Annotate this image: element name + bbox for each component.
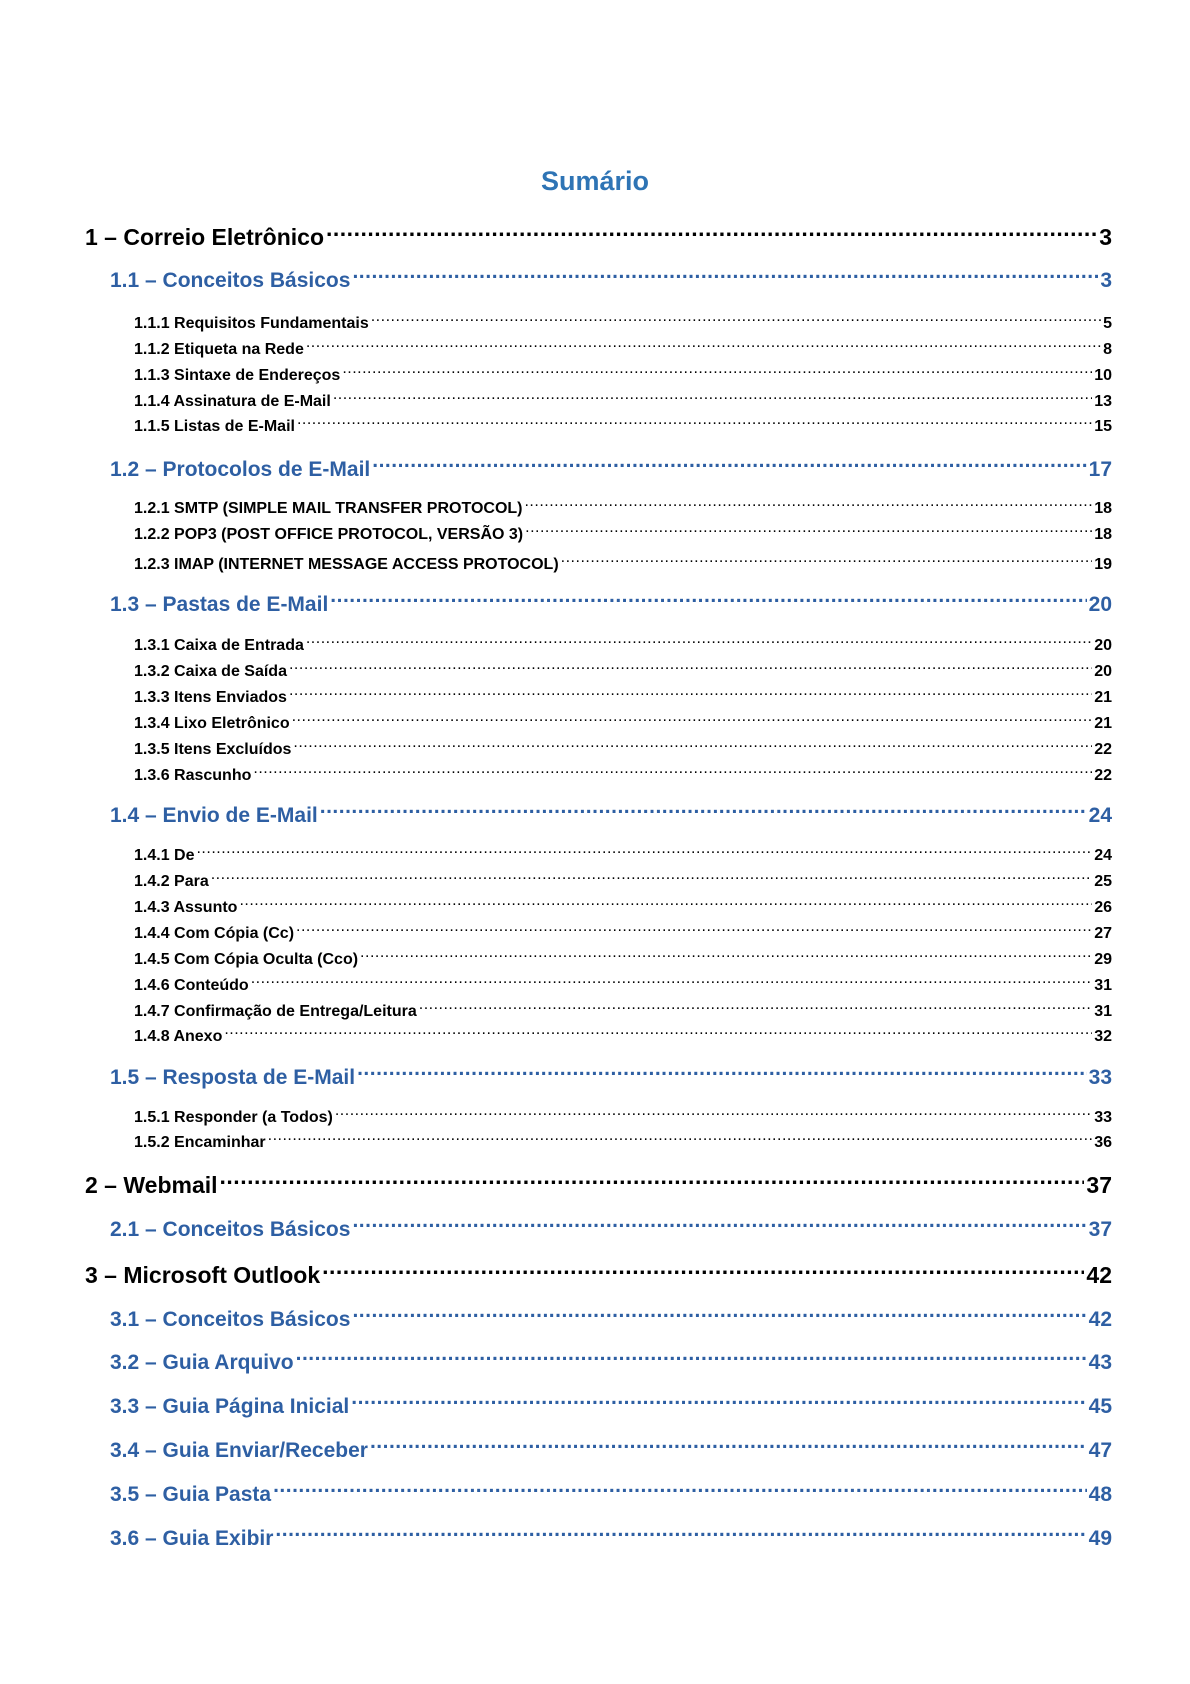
toc-entry-text: 1.2.2 POP3 (POST OFFICE PROTOCOL, VERSÃO 3) [134,526,524,543]
dot-leader [320,801,1087,822]
toc-entry-page: 36 [1094,1134,1112,1151]
toc-entry-1-1-3[interactable] [134,364,1112,385]
toc-entry-page: 43 [1088,1351,1112,1374]
toc-entry-text: 2 – Webmail [85,1172,218,1198]
toc-entry-page: 18 [1094,526,1112,543]
dot-leader [306,634,1092,650]
toc-entry-page: 17 [1088,458,1112,481]
dot-leader [525,523,1092,539]
toc-entry-page: 3 [1100,269,1112,292]
toc-entry-3-3[interactable] [110,1392,1112,1419]
dot-leader [371,312,1101,328]
toc-entry-page: 33 [1094,1109,1112,1126]
toc-entry-text: 1.3.1 Caixa de Entrada [134,637,304,654]
toc-entry-1-1[interactable] [110,266,1112,293]
toc-entry-text: 1.1.5 Listas de E-Mail [134,418,295,435]
dot-leader [296,922,1092,938]
toc-entry-page: 13 [1094,393,1112,410]
toc-entry-page: 25 [1094,873,1112,890]
toc-entry-text: 1.3.2 Caixa de Saída [134,663,287,680]
toc-entry-text: 3.1 – Conceitos Básicos [110,1308,351,1331]
toc-entry-page: 24 [1094,847,1112,864]
toc-entry-text: 1.4.7 Confirmação de Entrega/Leitura [134,1003,417,1020]
dot-leader [220,1170,1085,1193]
toc-entry-text: 1.5.2 Encaminhar [134,1134,266,1151]
dot-leader [360,948,1092,964]
dot-leader [335,1106,1092,1122]
dot-leader [561,553,1093,569]
toc-entry-page: 22 [1094,741,1112,758]
toc-entry-page: 22 [1094,767,1112,784]
dot-leader [289,660,1092,676]
toc-entry-text: 1.2 – Protocolos de E-Mail [110,458,371,481]
toc-entry-page: 21 [1094,715,1112,732]
toc-entry-page: 32 [1094,1028,1112,1045]
dot-leader [352,266,1098,287]
toc-entry-1-4-4[interactable] [134,922,1112,943]
toc-entry-page: 26 [1094,899,1112,916]
dot-leader [370,1436,1087,1457]
toc-entry-1-3-5[interactable] [134,738,1112,759]
toc-entry-text: 1.4.8 Anexo [134,1028,223,1045]
toc-entry-1-4-8[interactable] [134,1025,1112,1046]
toc-entry-1-2-2[interactable] [134,523,1112,544]
toc-entry-text: 1.2.3 IMAP (INTERNET MESSAGE ACCESS PROTOCOL) [134,556,559,573]
toc-entry-text: 1.2.1 SMTP (SIMPLE MAIL TRANSFER PROTOCOL) [134,500,523,517]
toc-entry-text: 3.5 – Guia Pasta [110,1483,272,1506]
toc-entry-2[interactable] [85,1170,1112,1199]
toc-entry-1-2[interactable] [110,455,1112,482]
toc-entry-page: 47 [1088,1439,1112,1462]
toc-entry-1-4-1[interactable] [134,844,1112,865]
toc-entry-text: 3.6 – Guia Exibir [110,1527,274,1550]
dot-leader [342,364,1092,380]
toc-entry-1-3-3[interactable] [134,686,1112,707]
toc-entry-page: 15 [1094,418,1112,435]
dot-leader [196,844,1092,860]
toc-entry-text: 1.1.1 Requisitos Fundamentais [134,315,369,332]
toc-entry-page: 42 [1086,1262,1112,1288]
toc-entry-page: 8 [1103,341,1112,358]
toc-entry-1-5-2[interactable] [134,1131,1112,1152]
toc-entry-3-4[interactable] [110,1436,1112,1463]
dot-leader [268,1131,1093,1147]
toc-entry-text: 1.3 – Pastas de E-Mail [110,593,329,616]
dot-leader [351,1392,1086,1413]
dot-leader [251,974,1093,990]
dot-leader [239,896,1092,912]
toc-entry-page: 20 [1088,593,1112,616]
toc-entry-text: 1.4.1 De [134,847,195,864]
toc-entry-text: 1.1 – Conceitos Básicos [110,269,351,292]
toc-entry-3[interactable] [85,1260,1112,1289]
toc-entry-text: 1.1.4 Assinatura de E-Mail [134,393,331,410]
toc-entry-2-1[interactable] [110,1215,1112,1242]
toc-entry-1-4-3[interactable] [134,896,1112,917]
dot-leader [306,338,1101,354]
toc-entry-1-4-7[interactable] [134,1000,1112,1021]
toc-entry-text: 3.2 – Guia Arquivo [110,1351,294,1374]
toc-entry-text: 1.4.4 Com Cópia (Cc) [134,925,295,942]
toc-entry-text: 1.1.2 Etiqueta na Rede [134,341,304,358]
toc-entry-text: 1.5 – Resposta de E-Mail [110,1066,356,1089]
dot-leader [352,1305,1086,1326]
toc-entry-page: 45 [1088,1395,1112,1418]
dot-leader [352,1215,1086,1236]
toc-entry-page: 27 [1094,925,1112,942]
toc-entry-3-1[interactable] [110,1305,1112,1332]
dot-leader [275,1524,1086,1545]
toc-entry-text: 3.3 – Guia Página Inicial [110,1395,350,1418]
toc-entry-page: 19 [1094,556,1112,573]
dot-leader [333,390,1092,406]
toc-title: Sumário [540,166,650,196]
dot-leader [419,1000,1092,1016]
toc-entry-3-2[interactable] [110,1348,1112,1375]
toc-entry-page: 21 [1094,689,1112,706]
toc-entry-1-1-2[interactable] [134,338,1112,359]
toc-entry-1-4-2[interactable] [134,870,1112,891]
toc-entry-page: 20 [1094,663,1112,680]
toc-entry-1-1-1[interactable] [134,312,1112,333]
toc-entry-1-3[interactable] [110,590,1112,617]
toc-entry-page: 20 [1094,637,1112,654]
dot-leader [322,1260,1084,1283]
dot-leader [326,222,1097,245]
toc-entry-page: 37 [1088,1218,1112,1241]
toc-entry-page: 5 [1103,315,1112,332]
dot-leader [297,415,1092,431]
toc-entry-page: 37 [1086,1172,1112,1198]
toc-entry-1-3-2[interactable] [134,660,1112,681]
toc-entry-1-1-5[interactable] [134,415,1112,436]
toc-entry-text: 1.3.5 Itens Excluídos [134,741,292,758]
toc-entry-1-1-4[interactable] [134,390,1112,411]
dot-leader [524,497,1092,513]
toc-entry-text: 3 – Microsoft Outlook [85,1262,321,1288]
toc-entry-text: 2.1 – Conceitos Básicos [110,1218,351,1241]
toc-entry-page: 10 [1094,367,1112,384]
toc-entry-1-4-5[interactable] [134,948,1112,969]
toc-entry-text: 1.1.3 Sintaxe de Endereços [134,367,341,384]
dot-leader [253,764,1092,780]
dot-leader [289,686,1092,702]
toc-entry-page: 29 [1094,951,1112,968]
dot-leader [211,870,1092,886]
toc-entry-page: 48 [1088,1483,1112,1506]
toc-entry-1-4-6[interactable] [134,974,1112,995]
dot-leader [372,455,1086,476]
dot-leader [292,712,1093,728]
toc-entry-page: 42 [1088,1308,1112,1331]
dot-leader [293,738,1092,754]
dot-leader [357,1063,1087,1084]
toc-entry-1-4[interactable] [110,801,1112,828]
toc-entry-1-5-1[interactable] [134,1106,1112,1127]
toc-entry-text: 1.4.2 Para [134,873,209,890]
toc-entry-page: 18 [1094,500,1112,517]
toc-entry-text: 1.4.5 Com Cópia Oculta (Cco) [134,951,359,968]
toc-entry-1-3-6[interactable] [134,764,1112,785]
toc-entry-text: 1.4 – Envio de E-Mail [110,804,318,827]
toc-entry-3-5[interactable] [110,1480,1112,1507]
toc-entry-text: 1.3.6 Rascunho [134,767,252,784]
toc-entry-text: 1 – Correio Eletrônico [85,224,325,250]
toc-entry-page: 31 [1094,977,1112,994]
toc-entry-3-6[interactable] [110,1524,1112,1551]
toc-entry-1-3-1[interactable] [134,634,1112,655]
toc-entry-text: 1.3.4 Lixo Eletrônico [134,715,290,732]
dot-leader [273,1480,1087,1501]
toc-entry-1-2-1[interactable] [134,497,1112,518]
toc-entry-page: 31 [1094,1003,1112,1020]
dot-leader [296,1348,1087,1369]
toc-entry-1-2-3[interactable] [134,553,1112,574]
toc-entry-page: 49 [1088,1527,1112,1550]
toc-entry-1-3-4[interactable] [134,712,1112,733]
dot-leader [224,1025,1092,1041]
toc-entry-1[interactable] [85,222,1112,251]
dot-leader [330,590,1086,611]
toc-entry-1-5[interactable] [110,1063,1112,1090]
toc-entry-page: 24 [1088,804,1112,827]
toc-entry-text: 1.4.3 Assunto [134,899,238,916]
toc-entry-text: 3.4 – Guia Enviar/Receber [110,1439,368,1462]
toc-entry-page: 33 [1088,1066,1112,1089]
toc-entry-page: 3 [1099,224,1112,250]
toc-entry-text: 1.3.3 Itens Enviados [134,689,287,706]
toc-entry-text: 1.4.6 Conteúdo [134,977,249,994]
toc-entry-text: 1.5.1 Responder (a Todos) [134,1109,333,1126]
